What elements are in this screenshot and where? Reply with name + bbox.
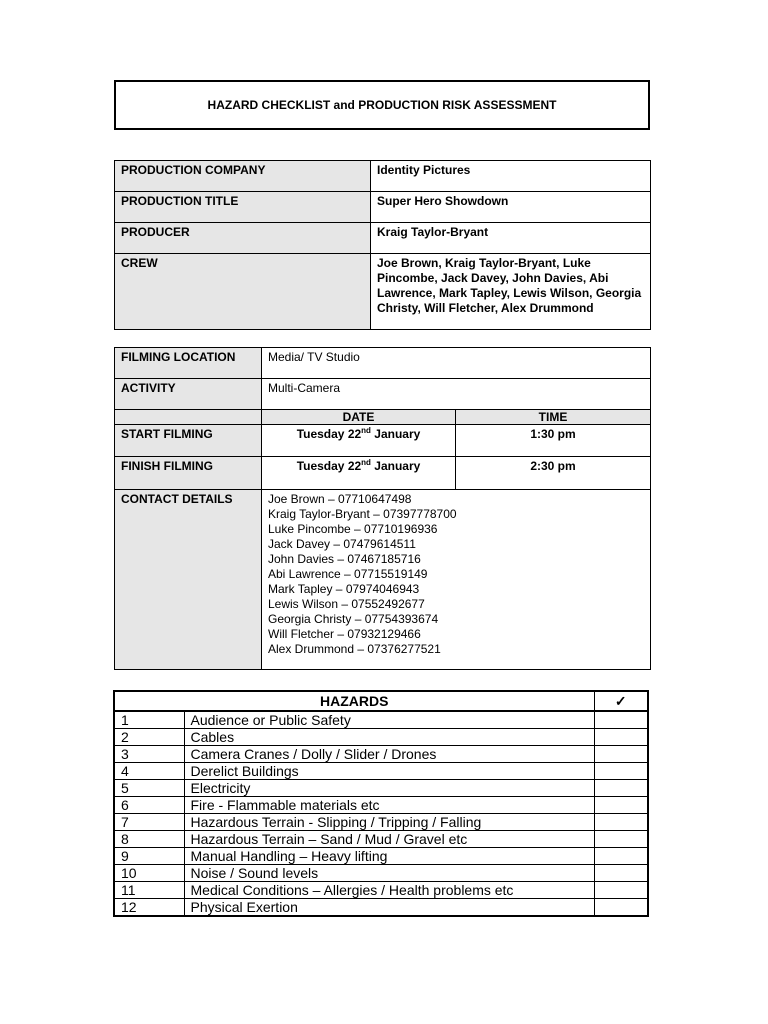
hazard-row bbox=[114, 763, 648, 780]
contact-entry: Luke Pincombe – 07710196936 bbox=[268, 522, 438, 536]
hazard-number: 7 bbox=[114, 814, 184, 831]
contact-entry: Abi Lawrence – 07715519149 bbox=[268, 567, 428, 581]
contact-entry: Joe Brown – 07710647498 bbox=[268, 492, 412, 506]
finish-time: 2:30 pm bbox=[456, 457, 651, 490]
contact-details-label: CONTACT DETAILS bbox=[115, 490, 262, 670]
hazard-text: Cables bbox=[184, 729, 594, 746]
producer-value: Kraig Taylor-Bryant bbox=[371, 223, 651, 254]
hazard-checkbox[interactable] bbox=[594, 729, 648, 746]
hazard-text: Physical Exertion bbox=[184, 899, 594, 917]
checkmark-header-icon: ✓ bbox=[594, 691, 648, 711]
contact-details-row bbox=[115, 490, 651, 670]
filming-location-value: Media/ TV Studio bbox=[262, 348, 651, 379]
hazard-row bbox=[114, 865, 648, 882]
hazard-checkbox[interactable] bbox=[594, 746, 648, 763]
crew-value: Joe Brown, Kraig Taylor-Bryant, Luke Pincombe, Jack Davey, John Davies, Abi Lawrence, Mark Tapley, Lewis Wilson, Georgia Christy, Will Fletcher, Alex Drummond bbox=[371, 254, 651, 330]
filming-location-row bbox=[115, 348, 651, 379]
time-header: TIME bbox=[456, 410, 651, 425]
start-filming-label: START FILMING bbox=[115, 425, 262, 457]
start-filming-row bbox=[115, 425, 651, 457]
hazard-text: Hazardous Terrain - Slipping / Tripping / Falling bbox=[184, 814, 594, 831]
start-date: Tuesday 22nd January bbox=[262, 425, 456, 457]
hazard-number: 10 bbox=[114, 865, 184, 882]
hazard-text: Camera Cranes / Dolly / Slider / Drones bbox=[184, 746, 594, 763]
header-spacer bbox=[115, 410, 262, 425]
hazard-row bbox=[114, 848, 648, 865]
contact-entry: Mark Tapley – 07974046943 bbox=[268, 582, 420, 596]
contact-entry: Jack Davey – 07479614511 bbox=[268, 537, 416, 551]
document-title: HAZARD CHECKLIST and PRODUCTION RISK ASSESSMENT bbox=[114, 80, 650, 130]
contact-entry: Will Fletcher – 07932129466 bbox=[268, 627, 421, 641]
date-time-header-row bbox=[115, 410, 651, 425]
hazard-number: 12 bbox=[114, 899, 184, 917]
hazard-checkbox[interactable] bbox=[594, 865, 648, 882]
hazard-number: 11 bbox=[114, 882, 184, 899]
production-company-label: PRODUCTION COMPANY bbox=[115, 161, 371, 192]
hazard-checkbox[interactable] bbox=[594, 763, 648, 780]
hazard-row bbox=[114, 899, 648, 917]
activity-value: Multi-Camera bbox=[262, 379, 651, 410]
hazard-number: 3 bbox=[114, 746, 184, 763]
finish-filming-row bbox=[115, 457, 651, 490]
hazard-text: Hazardous Terrain – Sand / Mud / Gravel etc bbox=[184, 831, 594, 848]
hazard-checkbox[interactable] bbox=[594, 882, 648, 899]
hazard-text: Derelict Buildings bbox=[184, 763, 594, 780]
production-title-label: PRODUCTION TITLE bbox=[115, 192, 371, 223]
finish-filming-label: FINISH FILMING bbox=[115, 457, 262, 490]
hazard-number: 9 bbox=[114, 848, 184, 865]
hazard-number: 6 bbox=[114, 797, 184, 814]
filming-location-label: FILMING LOCATION bbox=[115, 348, 262, 379]
hazard-text: Fire - Flammable materials etc bbox=[184, 797, 594, 814]
hazard-row bbox=[114, 711, 648, 729]
filming-info-table bbox=[114, 347, 651, 670]
contact-entry: Lewis Wilson – 07552492677 bbox=[268, 597, 425, 611]
hazard-text: Noise / Sound levels bbox=[184, 865, 594, 882]
producer-row bbox=[115, 223, 651, 254]
production-title-row bbox=[115, 192, 651, 223]
hazard-number: 5 bbox=[114, 780, 184, 797]
hazard-number: 4 bbox=[114, 763, 184, 780]
hazard-row bbox=[114, 797, 648, 814]
contact-entry: John Davies – 07467185716 bbox=[268, 552, 421, 566]
production-title-value: Super Hero Showdown bbox=[371, 192, 651, 223]
activity-label: ACTIVITY bbox=[115, 379, 262, 410]
hazards-table bbox=[113, 690, 649, 917]
start-time: 1:30 pm bbox=[456, 425, 651, 457]
hazard-row bbox=[114, 814, 648, 831]
hazard-checkbox[interactable] bbox=[594, 780, 648, 797]
hazard-number: 2 bbox=[114, 729, 184, 746]
contact-entry: Georgia Christy – 07754393674 bbox=[268, 612, 439, 626]
contact-entry: Kraig Taylor-Bryant – 07397778700 bbox=[268, 507, 457, 521]
date-header: DATE bbox=[262, 410, 456, 425]
hazard-checkbox[interactable] bbox=[594, 848, 648, 865]
hazard-text: Electricity bbox=[184, 780, 594, 797]
activity-row bbox=[115, 379, 651, 410]
hazard-row bbox=[114, 746, 648, 763]
finish-date: Tuesday 22nd January bbox=[262, 457, 456, 490]
hazard-text: Audience or Public Safety bbox=[184, 711, 594, 729]
hazard-text: Medical Conditions – Allergies / Health problems etc bbox=[184, 882, 594, 899]
production-company-row bbox=[115, 161, 651, 192]
crew-label: CREW bbox=[115, 254, 371, 330]
hazard-checkbox[interactable] bbox=[594, 899, 648, 917]
hazard-checkbox[interactable] bbox=[594, 831, 648, 848]
hazards-header: HAZARDS bbox=[114, 691, 594, 711]
producer-label: PRODUCER bbox=[115, 223, 371, 254]
hazard-row bbox=[114, 831, 648, 848]
hazard-row bbox=[114, 882, 648, 899]
contact-entry: Alex Drummond – 07376277521 bbox=[268, 642, 441, 656]
hazard-text: Manual Handling – Heavy lifting bbox=[184, 848, 594, 865]
crew-row bbox=[115, 254, 651, 330]
contact-details-list bbox=[262, 490, 651, 670]
hazard-number: 1 bbox=[114, 711, 184, 729]
hazard-checkbox[interactable] bbox=[594, 814, 648, 831]
hazard-number: 8 bbox=[114, 831, 184, 848]
hazard-row bbox=[114, 780, 648, 797]
hazard-checkbox[interactable] bbox=[594, 711, 648, 729]
hazard-row bbox=[114, 729, 648, 746]
production-info-table bbox=[114, 160, 651, 330]
hazards-header-row bbox=[114, 691, 648, 711]
hazard-checkbox[interactable] bbox=[594, 797, 648, 814]
production-company-value: Identity Pictures bbox=[371, 161, 651, 192]
